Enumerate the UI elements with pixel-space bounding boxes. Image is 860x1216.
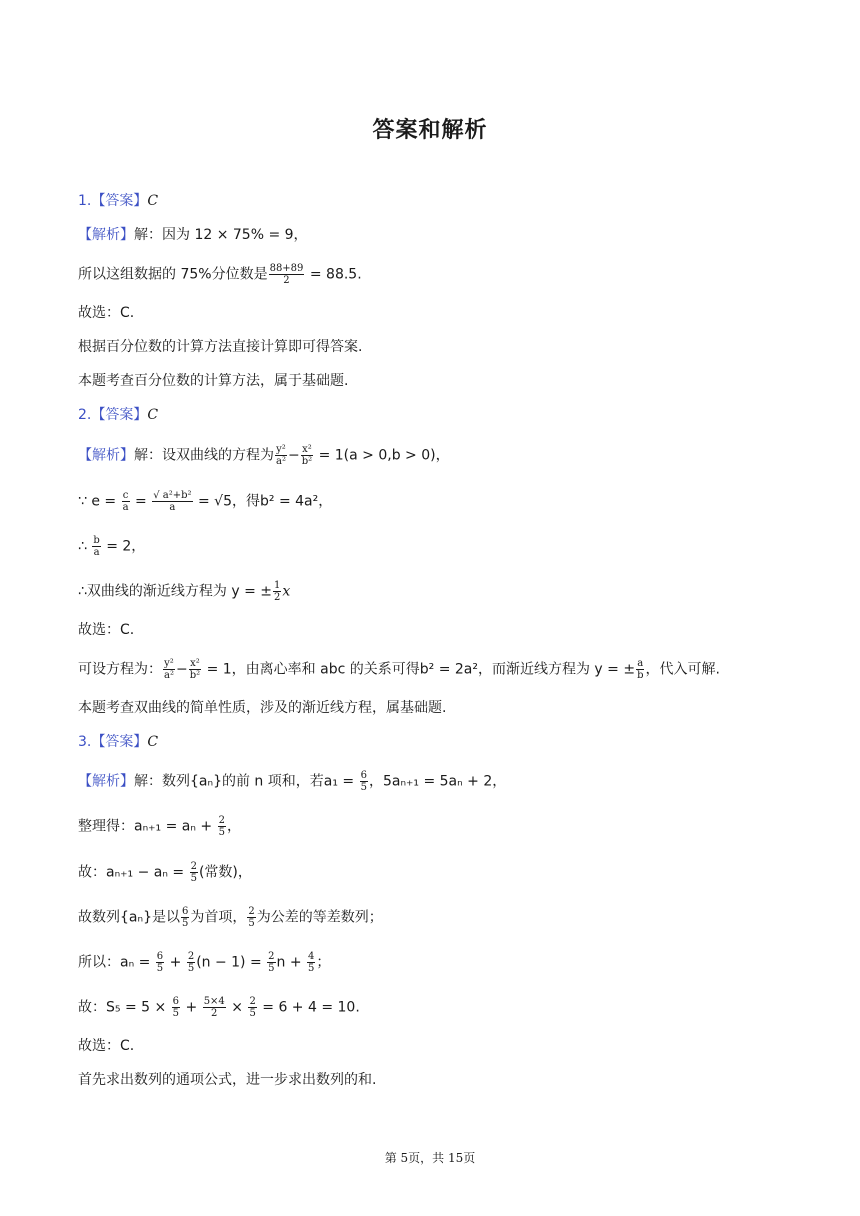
q2-analysis-line-2: ∵ e = $\frac{c}{a}$ = $\frac{\text{√ a²+b²}}{a}$ = √5，得b² = 4a²， [78, 490, 333, 513]
q1-answer-line [78, 190, 158, 212]
q2-method-text-c: ，代入可解. [645, 661, 720, 678]
q2-analysis-line-3 [78, 535, 145, 558]
q3-method-line: 首先求出数列的通项公式，进一步求出数列的和. [78, 1072, 377, 1088]
q2-fraction-ca: $\frac{c}{a}$ [122, 490, 129, 513]
q3-choice-line: 故选：C. [78, 1038, 135, 1054]
q1-analysis-line-1 [78, 224, 308, 246]
q1-analysis-tag: 【解析】 [78, 227, 134, 243]
q3-analysis-line-2 [78, 815, 241, 838]
q1-analysis-text-1: 解：因为 12 × 75% = 9， [134, 227, 308, 243]
q3-analysis-text-6a: 故：S₅ = 5 × [78, 999, 171, 1016]
q2-fraction-x2b2: $\frac{\text{x²}}{\text{b²}}$ [301, 444, 313, 467]
q3-analysis-line-3 [78, 861, 252, 884]
q2-method-fraction-y2a2: $\frac{\text{y²}}{\text{a²}}$ [164, 658, 174, 681]
q1-choice-line: 故选：C. [78, 305, 135, 321]
q2-analysis-text-2a: ∵ e = [78, 493, 121, 510]
q2-analysis-text-1a: 解：设双曲线的方程为 [134, 447, 274, 464]
q3-analysis-text-6c: × [226, 999, 248, 1016]
q2-answer-line [78, 404, 158, 426]
q3-number: 3. [78, 734, 92, 750]
q3-fraction-2-5-e: $\frac{2}{5}$ [268, 951, 275, 974]
q2-analysis-line-1: 【解析】解：设双曲线的方程为 $\frac{\text{y²}}{\text{a²}}$ − $\frac{\text{x²}}{\text{b²}}$ = 1(a > 0,b > 0)， [78, 444, 450, 467]
q3-analysis-text-1a: 解：数列{aₙ}的前 n 项和，若a₁ = [134, 773, 359, 790]
q3-answer-tag: 【答案】 [91, 734, 148, 750]
q3-fraction-6-5-c: $\frac{6}{5}$ [156, 951, 164, 974]
q3-fraction-2-5-b: $\frac{2}{5}$ [190, 861, 197, 884]
q1-analysis-line-2 [78, 263, 362, 286]
q3-analysis-text-5e: ； [316, 954, 331, 971]
q1-answer-tag: 【答案】 [91, 193, 148, 209]
q2-analysis-text-3a: ∴ [78, 538, 92, 555]
q1-method-line: 根据百分位数的计算方法直接计算即可得答案. [78, 339, 363, 355]
q2-analysis-text-4b: x [282, 583, 291, 600]
q3-analysis-text-6b: + [181, 999, 202, 1016]
q2-method-text-a: 可设方程为： [78, 661, 162, 678]
q1-fraction [269, 263, 305, 286]
q3-fraction-6-5-d: $\frac{6}{5}$ [172, 996, 180, 1019]
q2-analysis-text-1b: = 1(a > 0,b > 0)， [314, 447, 450, 464]
page-title: 答案和解析 [372, 118, 488, 143]
q3-analysis-text-2b: ， [226, 818, 241, 835]
q3-analysis-text-4a: 故数列{aₙ}是以 [78, 909, 180, 926]
q3-analysis-text-5c: (n − 1) = [196, 954, 267, 971]
page-footer: 第 5页，共 15页 [384, 1151, 476, 1165]
q2-fraction-ba: $\frac{b}{a}$ [93, 535, 100, 558]
q3-analysis-text-2a: 整理得：aₙ₊₁ = aₙ + [78, 818, 217, 835]
q3-analysis-text-5d: n + [276, 954, 307, 971]
q3-analysis-text-4b: 为首项， [190, 909, 247, 926]
q3-analysis-text-5b: + [165, 954, 186, 971]
q2-analysis-line-4 [78, 580, 290, 603]
q3-analysis-text-5a: 所以：aₙ = [78, 954, 155, 971]
q1-fraction-num: 88+89 [269, 263, 304, 274]
q1-analysis-text-2a: 所以这组数据的 75%分位数是 [78, 266, 268, 283]
q2-analysis-tag: 【解析】 [78, 447, 134, 464]
q2-answer-tag: 【答案】 [91, 407, 148, 423]
q3-fraction-6-5: $\frac{6}{5}$ [360, 770, 367, 793]
q3-analysis-text-6d: = 6 + 4 = 10. [257, 999, 360, 1016]
q3-answer: C [147, 734, 159, 750]
q3-fraction-2-5-a: $\frac{2}{5}$ [218, 815, 225, 838]
q3-fraction-4-5: $\frac{4}{5}$ [308, 951, 315, 974]
q3-fraction-2-5-c: $\frac{2}{5}$ [248, 906, 255, 929]
q2-answer: C [147, 407, 159, 423]
q1-summary-line: 本题考查百分位数的计算方法，属于基础题. [78, 373, 349, 389]
q1-number: 1. [78, 193, 92, 209]
q3-answer-line [78, 731, 158, 753]
q2-analysis-text-2b: = √5，得b² = 4a²， [193, 493, 333, 510]
q3-analysis-text-1b: ，5aₙ₊₁ = 5aₙ + 2， [368, 773, 507, 790]
q2-analysis-text-4a: ∴双曲线的渐近线方程为 y = ± [78, 583, 273, 600]
q2-method-text-b: = 1，由离心率和 abc 的关系可得b² = 2a²，而渐近线方程为 y = ± [202, 661, 636, 678]
q2-analysis-text-3b: = 2， [101, 538, 146, 555]
q3-fraction-2-5-d: $\frac{2}{5}$ [187, 951, 195, 974]
q3-fraction-2-5-f: $\frac{2}{5}$ [249, 996, 256, 1019]
q3-fraction-5x4-2: $\frac{5\times 4}{2}$ [203, 996, 225, 1019]
q2-summary-line: 本题考查双曲线的简单性质，涉及的渐近线方程，属基础题. [78, 700, 447, 716]
q3-analysis-line-4 [78, 906, 383, 929]
q2-fraction-y2a2: $\frac{\text{y²}}{\text{a²}}$ [276, 444, 286, 467]
q3-analysis-text-3a: 故：aₙ₊₁ − aₙ = [78, 864, 189, 881]
q3-analysis-text-4c: 为公差的等差数列； [256, 909, 383, 926]
q3-analysis-line-1 [78, 770, 506, 793]
q3-analysis-text-3b: (常数)， [198, 864, 252, 881]
q2-method-fraction-ab: $\frac{a}{b}$ [637, 658, 644, 681]
q1-fraction-den: 2 [283, 275, 290, 286]
q2-method-line: 可设方程为： $\frac{\text{y²}}{\text{a²}}$ − $\frac{\text{x²}}{\text{b²}}$ = 1，由离心率和 abc 的关系可得b² = 2a²，而渐近线方程为 y = ± $\frac{a}{b}$ ，代入可解. [78, 658, 720, 681]
q1-answer: C [147, 193, 159, 209]
q1-analysis-text-2b: = 88.5. [305, 266, 362, 283]
q2-fraction-sqrt: $\frac{\text{√ a²+b²}}{a}$ [153, 490, 192, 513]
q3-analysis-line-5 [78, 951, 330, 974]
q3-fraction-6-5-b: $\frac{6}{5}$ [181, 906, 189, 929]
q2-choice-line: 故选：C. [78, 622, 135, 638]
q2-fraction-half: $\frac{1}{2}$ [274, 580, 281, 603]
q2-number: 2. [78, 407, 92, 423]
q2-method-fraction-x2b2: $\frac{\text{x²}}{\text{b²}}$ [189, 658, 201, 681]
q3-analysis-tag: 【解析】 [78, 773, 134, 790]
q3-analysis-line-6 [78, 996, 360, 1019]
